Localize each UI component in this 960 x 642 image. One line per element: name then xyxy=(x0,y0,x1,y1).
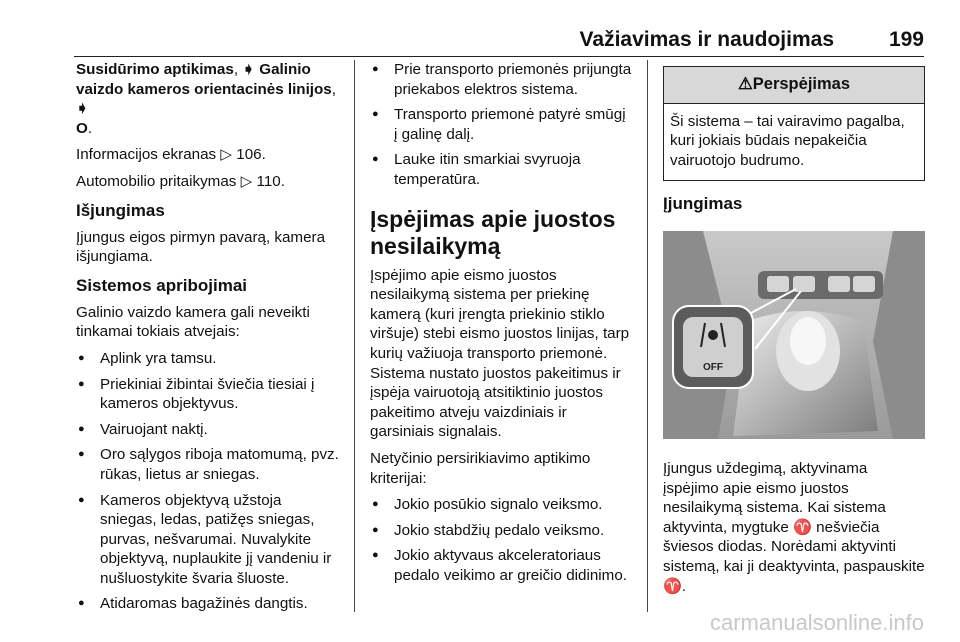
column-3 xyxy=(663,60,925,603)
activation-text xyxy=(663,459,925,596)
lane-text: Įspėjimo apie eismo juostos nesilaikymą sistema per priekinę kamerą (kuri įrengta priekinio stiklo viršuje) stebi eismo juostos linijas, tarp kurių važiuoja transporto priemonė. Sistema nustato juostos pakeitimus ir įspėja vairuotoją atsitiktinio juostos pakeitimo atveju vaizdiniais ir garsiniais signalais. xyxy=(370,266,630,441)
intro-links xyxy=(76,60,342,138)
criteria-list xyxy=(370,495,632,585)
warning-triangle-icon: ⚠ xyxy=(737,75,753,93)
list-item: ● Lauke itin smarkiai svyruoja temperatūra. xyxy=(370,150,632,189)
ref-text: Automobilio pritaikymas xyxy=(76,172,237,190)
ref-page[interactable]: 106. xyxy=(236,146,266,164)
ref-page[interactable]: 110. xyxy=(256,172,285,190)
list-item: ● Jokio stabdžių pedalo veiksmo. xyxy=(370,521,632,541)
heading-lane-departure: Įspėjimas apie juostos nesilaikymą xyxy=(370,205,616,259)
criteria-text: Netyčinio persirikiavimo aptikimo kriterijai: xyxy=(370,449,591,487)
switch-button xyxy=(767,276,789,292)
column-2 xyxy=(370,60,632,591)
limitations-list-cont xyxy=(370,60,632,190)
limitations-list xyxy=(76,349,342,614)
chapter-title: Važiavimas ir naudojimas xyxy=(579,28,834,51)
list-item: ● Kameros objektyvą užstoja sniegas, ledas, patižęs sniegas, purvas, nešvarumai. Nuvalykite objektyvą, nuplaukite jį vandeniu ir nušluostykite švaria šluoste. xyxy=(76,491,342,589)
link-collision-detection[interactable]: Susidūrimo aptikimas xyxy=(76,61,234,78)
ref-arrow-icon: ▷ xyxy=(240,172,253,190)
console-photo xyxy=(663,231,925,439)
list-item: ● Jokio posūkio signalo veiksmo. xyxy=(370,495,632,515)
page-header xyxy=(74,22,924,57)
deactivation-text: Įjungus eigos pirmyn pavarą, kamera išjungiama. xyxy=(76,228,326,266)
car-symbol-icon xyxy=(708,330,718,340)
period: . xyxy=(87,119,93,137)
list-item: ● Priekiniai žibintai šviečia tiesiai į kameros objektyvus. xyxy=(76,375,342,414)
switch-button xyxy=(853,276,875,292)
warning-title: Perspėjimas xyxy=(752,75,851,93)
warning-header xyxy=(664,67,924,104)
ref-text: Informacijos ekranas xyxy=(76,146,217,164)
heading-deactivation: Išjungimas xyxy=(76,200,165,220)
activation-text-part: nešviečia šviesos diodas. Norėdami aktyvinti sistemą, kai ji deaktyvinta, paspauskite xyxy=(663,518,925,575)
page-number: 199 xyxy=(888,28,924,51)
lane-button-icon: ♈ xyxy=(663,577,682,595)
heading-limitations: Sistemos apribojimai xyxy=(76,275,247,295)
lane-button-icon: ♈ xyxy=(793,518,812,536)
list-item: ● Prie transporto priemonės prijungta priekabos elektros sistema. xyxy=(370,60,632,99)
link-o[interactable]: O xyxy=(76,119,88,137)
warning-box xyxy=(663,66,925,181)
list-item: ● Aplink yra tamsu. xyxy=(76,349,342,369)
arrow-icon: ➧ xyxy=(76,100,89,118)
column-divider xyxy=(354,60,355,612)
list-item: ● Oro sąlygos riboja matomumą, pvz. rūkas, lietus ar sniegas. xyxy=(76,445,342,484)
ref-vehicle-personalization xyxy=(76,172,342,192)
column-divider xyxy=(647,60,648,612)
ref-info-display xyxy=(76,145,342,165)
list-item: ● Jokio aktyvaus akceleratoriaus pedalo veikimo ar greičio didinimo. xyxy=(370,546,632,585)
separator: , xyxy=(233,61,243,78)
column-1 xyxy=(76,60,342,620)
activation-text-part: Įjungus uždegimą, aktyvinama įspėjimo apie eismo juostos nesilaikymą sistema. Kai sistema aktyvinta, mygtuke xyxy=(663,459,886,536)
arrow-icon: ➧ xyxy=(242,61,256,78)
heading-activation: Įjungimas xyxy=(663,194,743,214)
switch-button xyxy=(828,276,850,292)
list-item: ● Transporto priemonė patyrė smūgį į galinę dalį. xyxy=(370,105,632,144)
off-label: OFF xyxy=(703,362,723,374)
period: . xyxy=(681,577,687,595)
list-item: ● Vairuojant naktį. xyxy=(76,420,342,440)
limitations-text: Galinio vaizdo kamera gali neveikti tinkamai tokiais atvejais: xyxy=(76,303,310,341)
list-item: ● Atidaromas bagažinės dangtis. xyxy=(76,594,342,614)
gear-knob-highlight xyxy=(790,317,826,365)
watermark: carmanualsonline.info xyxy=(709,610,924,635)
link-guidelines[interactable]: Galinio vaizdo kameros orientacinės linijos xyxy=(76,61,332,98)
separator: , xyxy=(331,80,336,98)
ref-arrow-icon: ▷ xyxy=(220,146,233,164)
warning-text: Ši sistema – tai vairavimo pagalba, kuri jokiais būdais nepakeičia vairuotojo budrumo. xyxy=(670,112,905,169)
